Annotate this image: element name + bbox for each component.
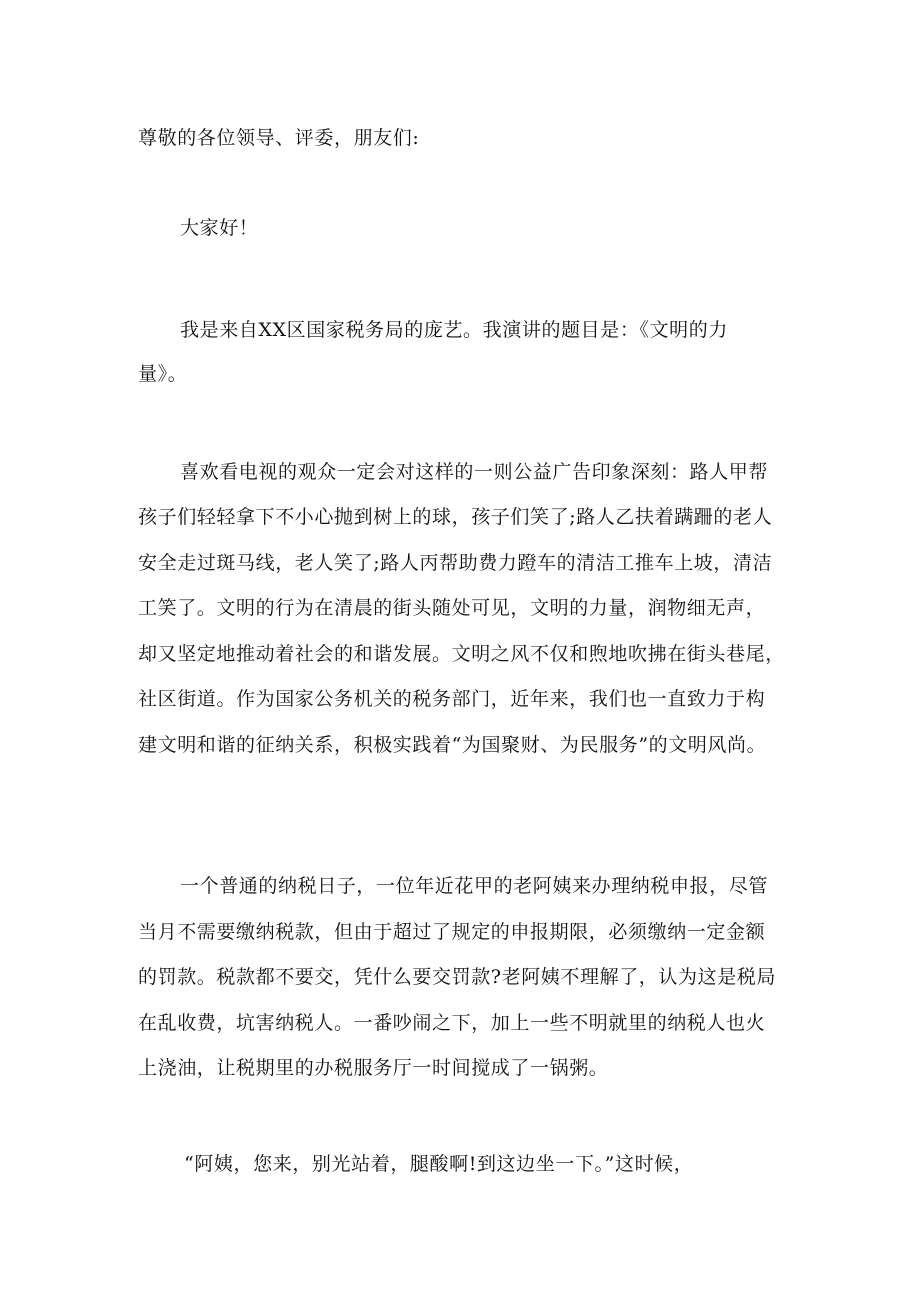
paragraph-line: 喜欢看电视的观众一定会对这样的一则公益广告印象深刻：路人甲帮 xyxy=(180,461,769,483)
paragraph-line: 我是来自XX区国家税务局的庞艺。我演讲的题目是：《文明的力 xyxy=(180,319,728,341)
paragraph-line: 孩子们轻轻拿下不小心抛到树上的球，孩子们笑了;路人乙扶着蹒跚的老人 xyxy=(138,506,773,528)
paragraph-line: 建文明和谐的征纳关系，积极实践着“为国聚财、为民服务”的文明风尚。 xyxy=(138,734,767,756)
greeting: 大家好！ xyxy=(180,217,259,239)
paragraph-line: 却又坚定地推动着社会的和谐发展。文明之风不仅和煦地吹拂在街头巷尾， xyxy=(138,643,785,665)
paragraph-line: 上浇油，让税期里的办税服务厅一时间搅成了一锅粥。 xyxy=(138,1057,609,1079)
paragraph-line: 的罚款。税款都不要交，凭什么要交罚款?老阿姨不理解了，认为这是税局 xyxy=(138,966,776,988)
paragraph-line: 工笑了。文明的行为在清晨的街头随处可见，文明的力量，润物细无声， xyxy=(138,597,766,619)
salutation: 尊敬的各位领导、评委，朋友们: xyxy=(138,127,420,149)
paragraph-line: 当月不需要缴纳税款，但由于超过了规定的申报期限，必须缴纳一定金额 xyxy=(138,921,766,943)
paragraph-line: 量》。 xyxy=(138,363,188,385)
paragraph-line: 社区街道。作为国家公务机关的税务部门，近年来，我们也一直致力于构 xyxy=(138,688,766,710)
paragraph-line: “阿姨，您来，别光站着，腿酸啊!到这边坐一下。”这时候， xyxy=(184,1153,694,1175)
paragraph-line: 一个普通的纳税日子，一位年近花甲的老阿姨来办理纳税申报，尽管 xyxy=(180,875,769,897)
paragraph-line: 安全走过斑马线，老人笑了;路人丙帮助费力蹬车的清洁工推车上坡，清洁 xyxy=(138,552,773,574)
paragraph-line: 在乱收费，坑害纳税人。一番吵闹之下，加上一些不明就里的纳税人也火 xyxy=(138,1012,766,1034)
